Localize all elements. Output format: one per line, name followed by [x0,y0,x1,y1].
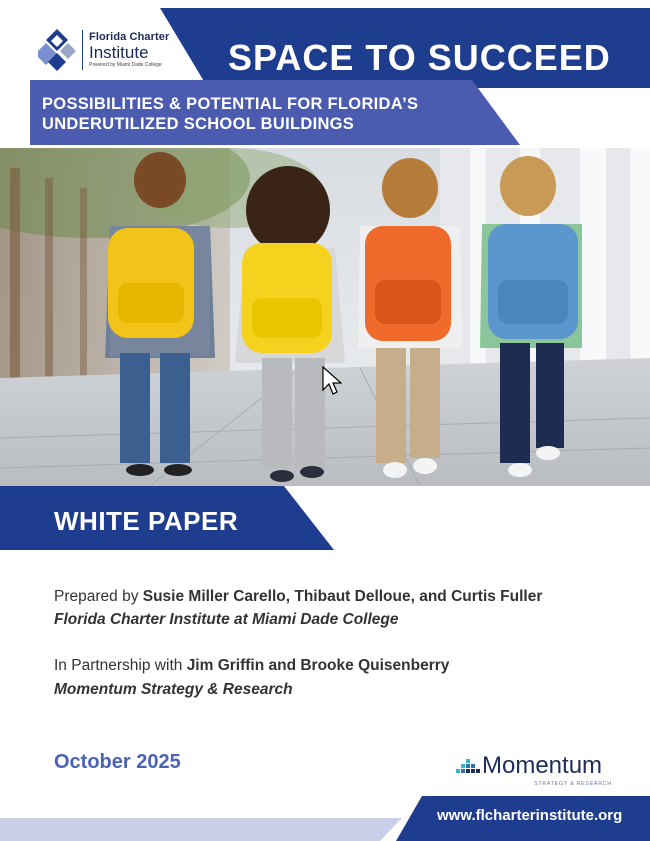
partner-line [54,657,449,675]
prepared-by-line [54,588,542,606]
logo-line-2: Institute [89,43,149,62]
momentum-dots-icon [456,757,482,779]
prepared-org: Florida Charter Institute at Miami Dade College [54,611,399,628]
logo-line-1: Florida Charter [89,31,170,43]
momentum-tagline: STRATEGY & RESEARCH [534,781,612,787]
fci-logo-icon [38,27,76,73]
partner-prefix: In Partnership with [54,657,187,674]
logo-divider [82,30,83,70]
prepared-authors: Susie Miller Carello, Thibaut Delloue, and Curtis Fuller [142,588,543,605]
page-title: SPACE TO SUCCEED [228,37,611,78]
partner-authors: Jim Griffin and Brooke Quisenberry [186,657,450,674]
logo-tagline: Powered by Miami Dade College [89,62,162,68]
publication-date: October 2025 [54,751,181,773]
subtitle-line-1: POSSIBILITIES & POTENTIAL FOR FLORIDA’S [42,95,419,113]
white-paper-label: WHITE PAPER [54,506,239,536]
momentum-logo[interactable] [456,752,612,787]
subtitle-line-2: UNDERUTILIZED SCHOOL BUILDINGS [42,115,355,133]
fci-logo[interactable] [38,22,198,78]
page-subtitle [42,94,418,134]
momentum-word: Momentum [482,752,603,779]
cover-photo [0,148,650,486]
mouse-cursor-icon [322,366,342,396]
website-link[interactable]: www.flcharterinstitute.org [437,807,623,824]
prepared-prefix: Prepared by [54,588,143,605]
partner-org: Momentum Strategy & Research [54,681,293,698]
